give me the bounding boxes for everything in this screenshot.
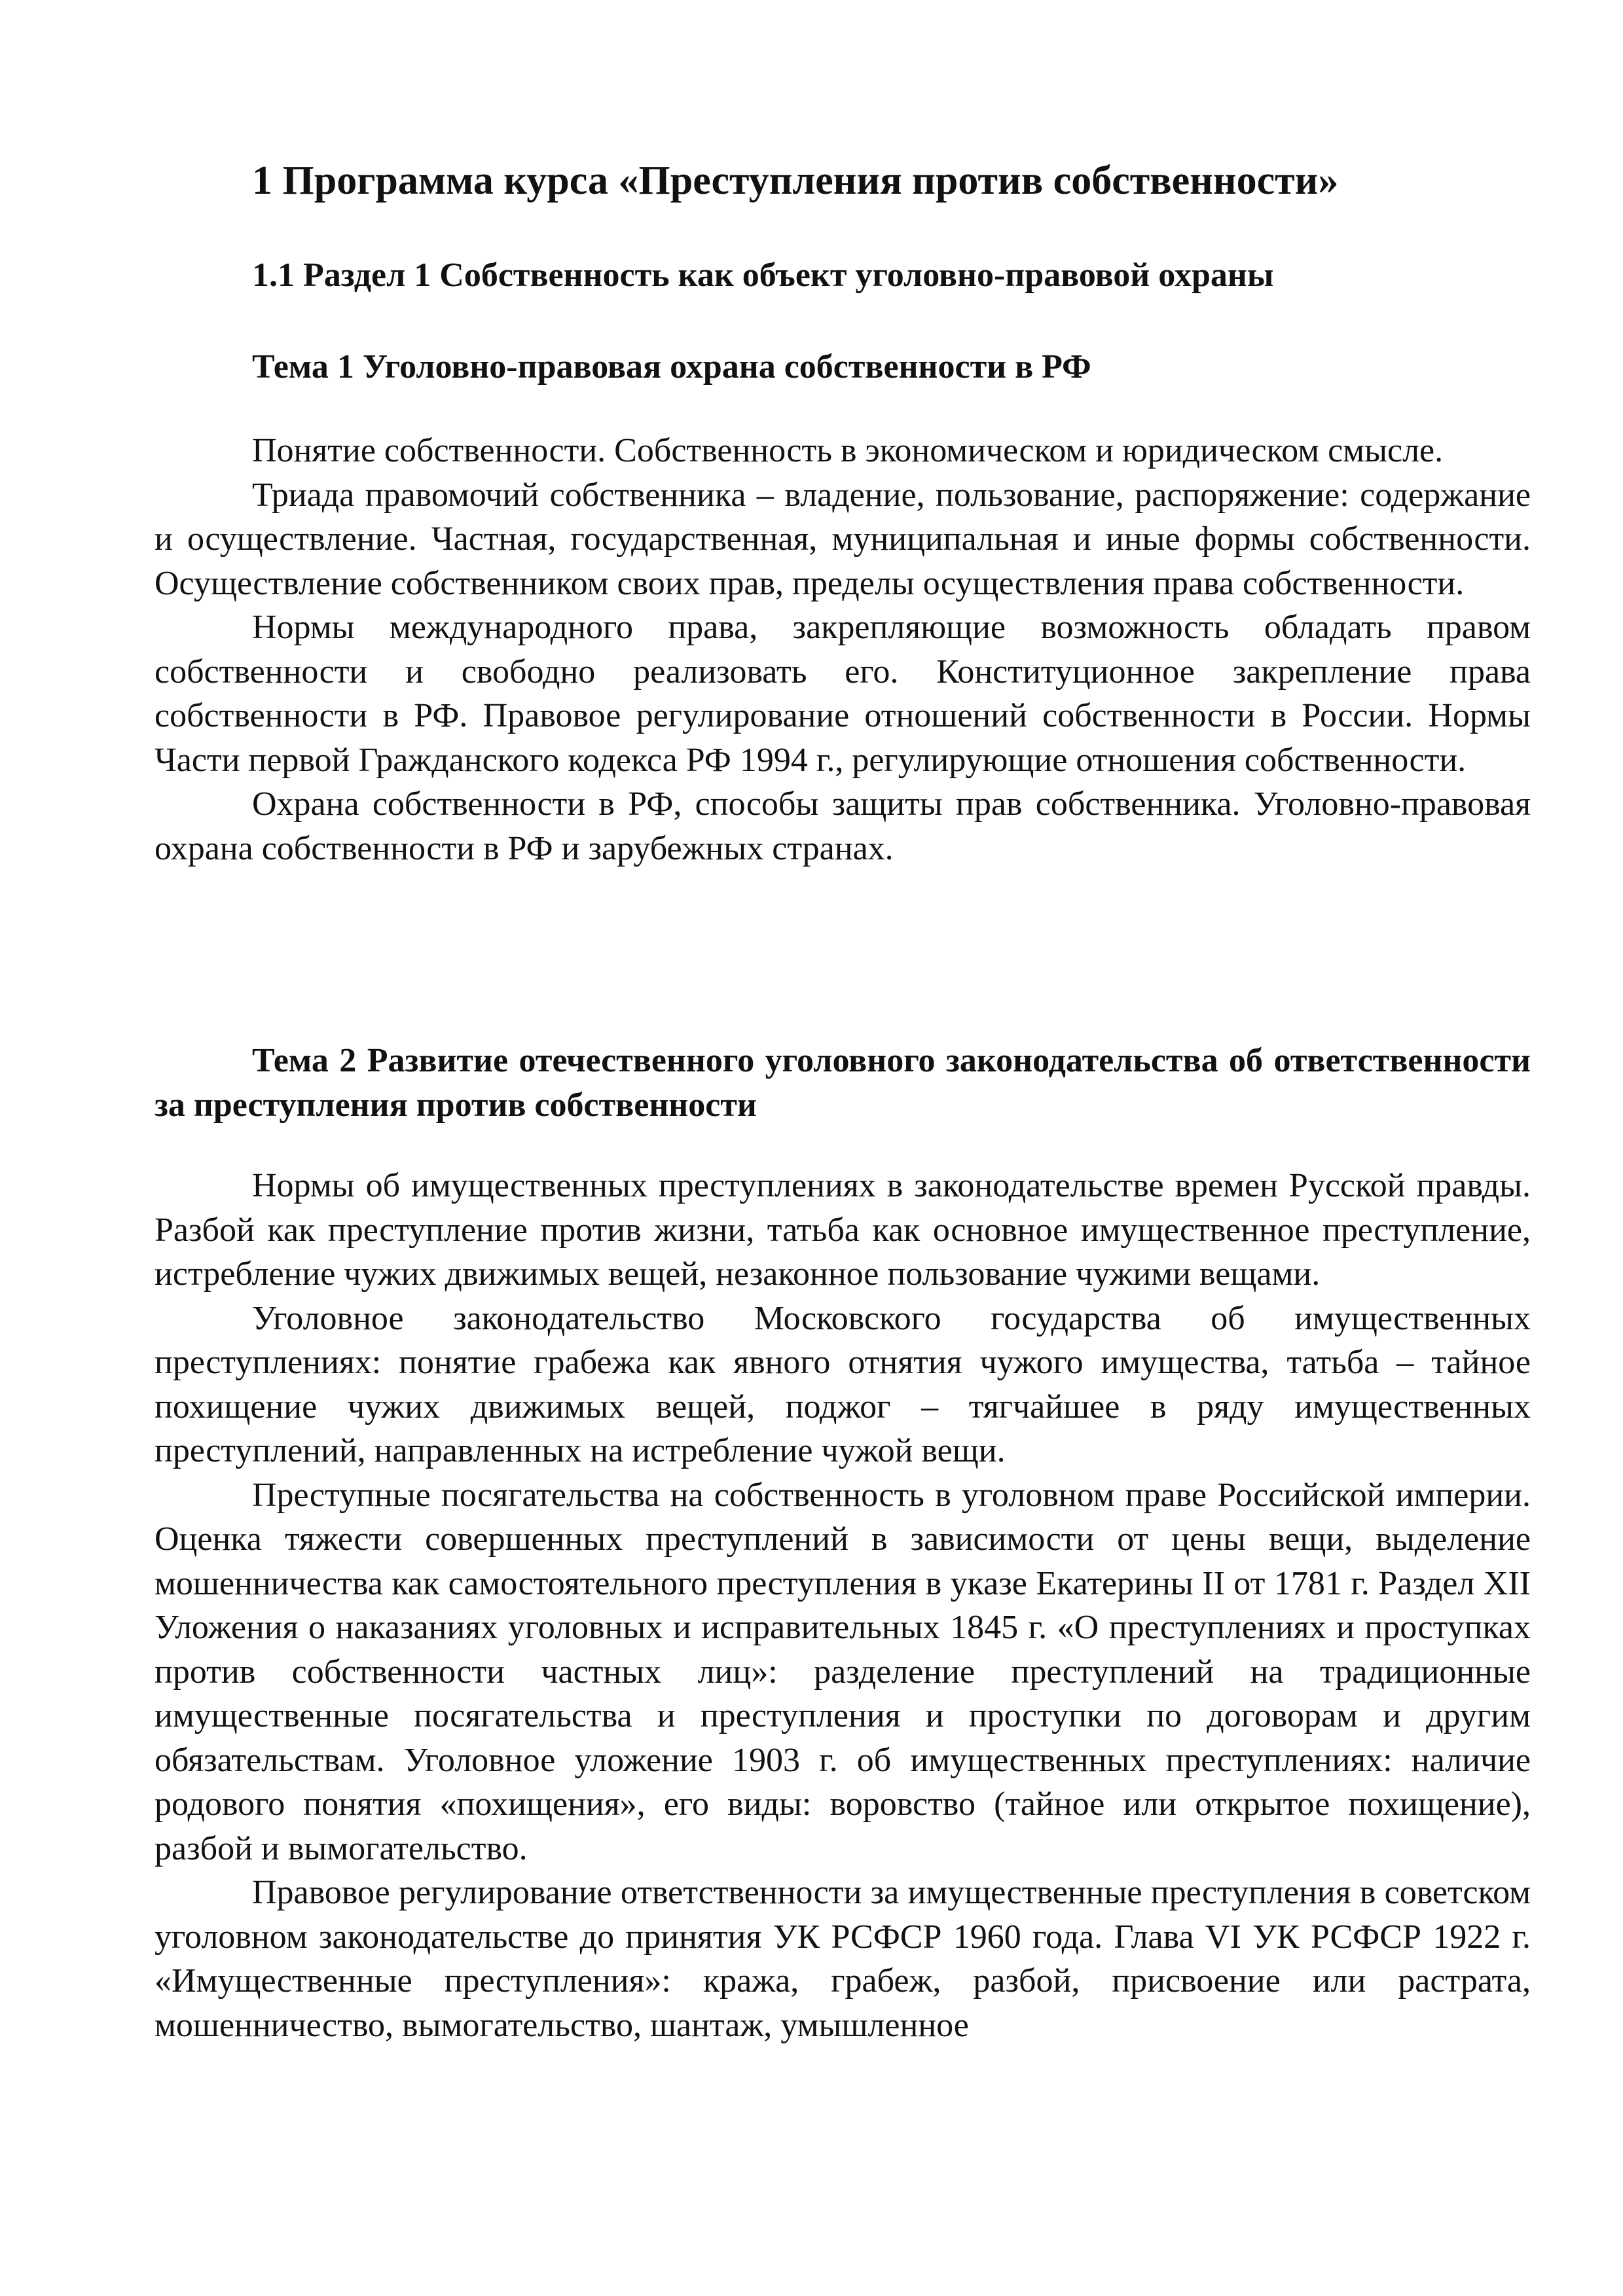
topic-2-body xyxy=(155,1164,1531,2047)
paragraph: Понятие собственности. Собственность в экономическом и юридическом смысле. xyxy=(252,432,1444,469)
paragraph: Триада правомочий собственника – владение, пользование, распоряжение: содержание и осуществление. Частная, государственная, муниципальная и иные формы собственности. Осуществление собственником своих прав, пределы осуществления права собственности. xyxy=(155,476,1531,602)
page-title: 1 Программа курса «Преступления против собственности» xyxy=(252,158,1339,203)
paragraph: Уголовное законодательство Московского государства об имущественных преступлениях: понятие грабежа как явного отнятия чужого имущества, татьба – тайное похищение чужих движимых вещей, поджог – тягчайшее в ряду имущественных преступлений, направленных на истребление чужой вещи. xyxy=(155,1299,1531,1469)
topic-1-body xyxy=(155,429,1531,870)
paragraph: Охрана собственности в РФ, способы защиты прав собственника. Уголовно-правовая охрана собственности в РФ и зарубежных странах. xyxy=(155,785,1531,867)
paragraph: Нормы об имущественных преступлениях в законодательстве времен Русской правды. Разбой как преступление против жизни, татьба как основное имущественное преступление, истребление чужих движимых вещей, незаконное пользование чужими вещами. xyxy=(155,1167,1531,1293)
section-heading: 1.1 Раздел 1 Собственность как объект уголовно-правовой охраны xyxy=(252,257,1274,294)
paragraph: Нормы международного права, закрепляющие возможность обладать правом собственности и свободно реализовать его. Конституционное закрепление права собственности в РФ. Правовое регулирование отношений собственности в России. Нормы Части первой Гражданского кодекса РФ 1994 г., регулирующие отношения собственности. xyxy=(155,609,1531,779)
paragraph: Преступные посягательства на собственность в уголовном праве Российской империи. Оценка тяжести совершенных преступлений в зависимости от цены вещи, выделение мошенничества как самостоятельного преступления в указе Екатерины II от 1781 г. Раздел XII Уложения о наказаниях уголовных и исправительных 1845 г. «О преступлениях и проступках против собственности частных лиц»: разделение преступлений на традиционные имущественные посягательства и преступления и проступки по договорам и другим обязательствам. Уголовное уложение 1903 г. об имущественных преступлениях: наличие родового понятия «похищения», его виды: воровство (тайное или открытое похищение), разбой и вымогательство. xyxy=(155,1476,1531,1867)
topic-2-title: Тема 2 Развитие отечественного уголовного законодательства об ответственности за преступления против собственности xyxy=(155,1042,1531,1124)
paragraph: Правовое регулирование ответственности за имущественные преступления в советском уголовном законодательстве до принятия УК РСФСР 1960 года. Глава VI УК РСФСР 1922 г. «Имущественные преступления»: кража, грабеж, разбой, присвоение или растрата, мошенничество, вымогательство, шантаж, умышленное xyxy=(155,1874,1531,2044)
topic-1-title: Тема 1 Уголовно-правовая охрана собственности в РФ xyxy=(252,348,1091,386)
